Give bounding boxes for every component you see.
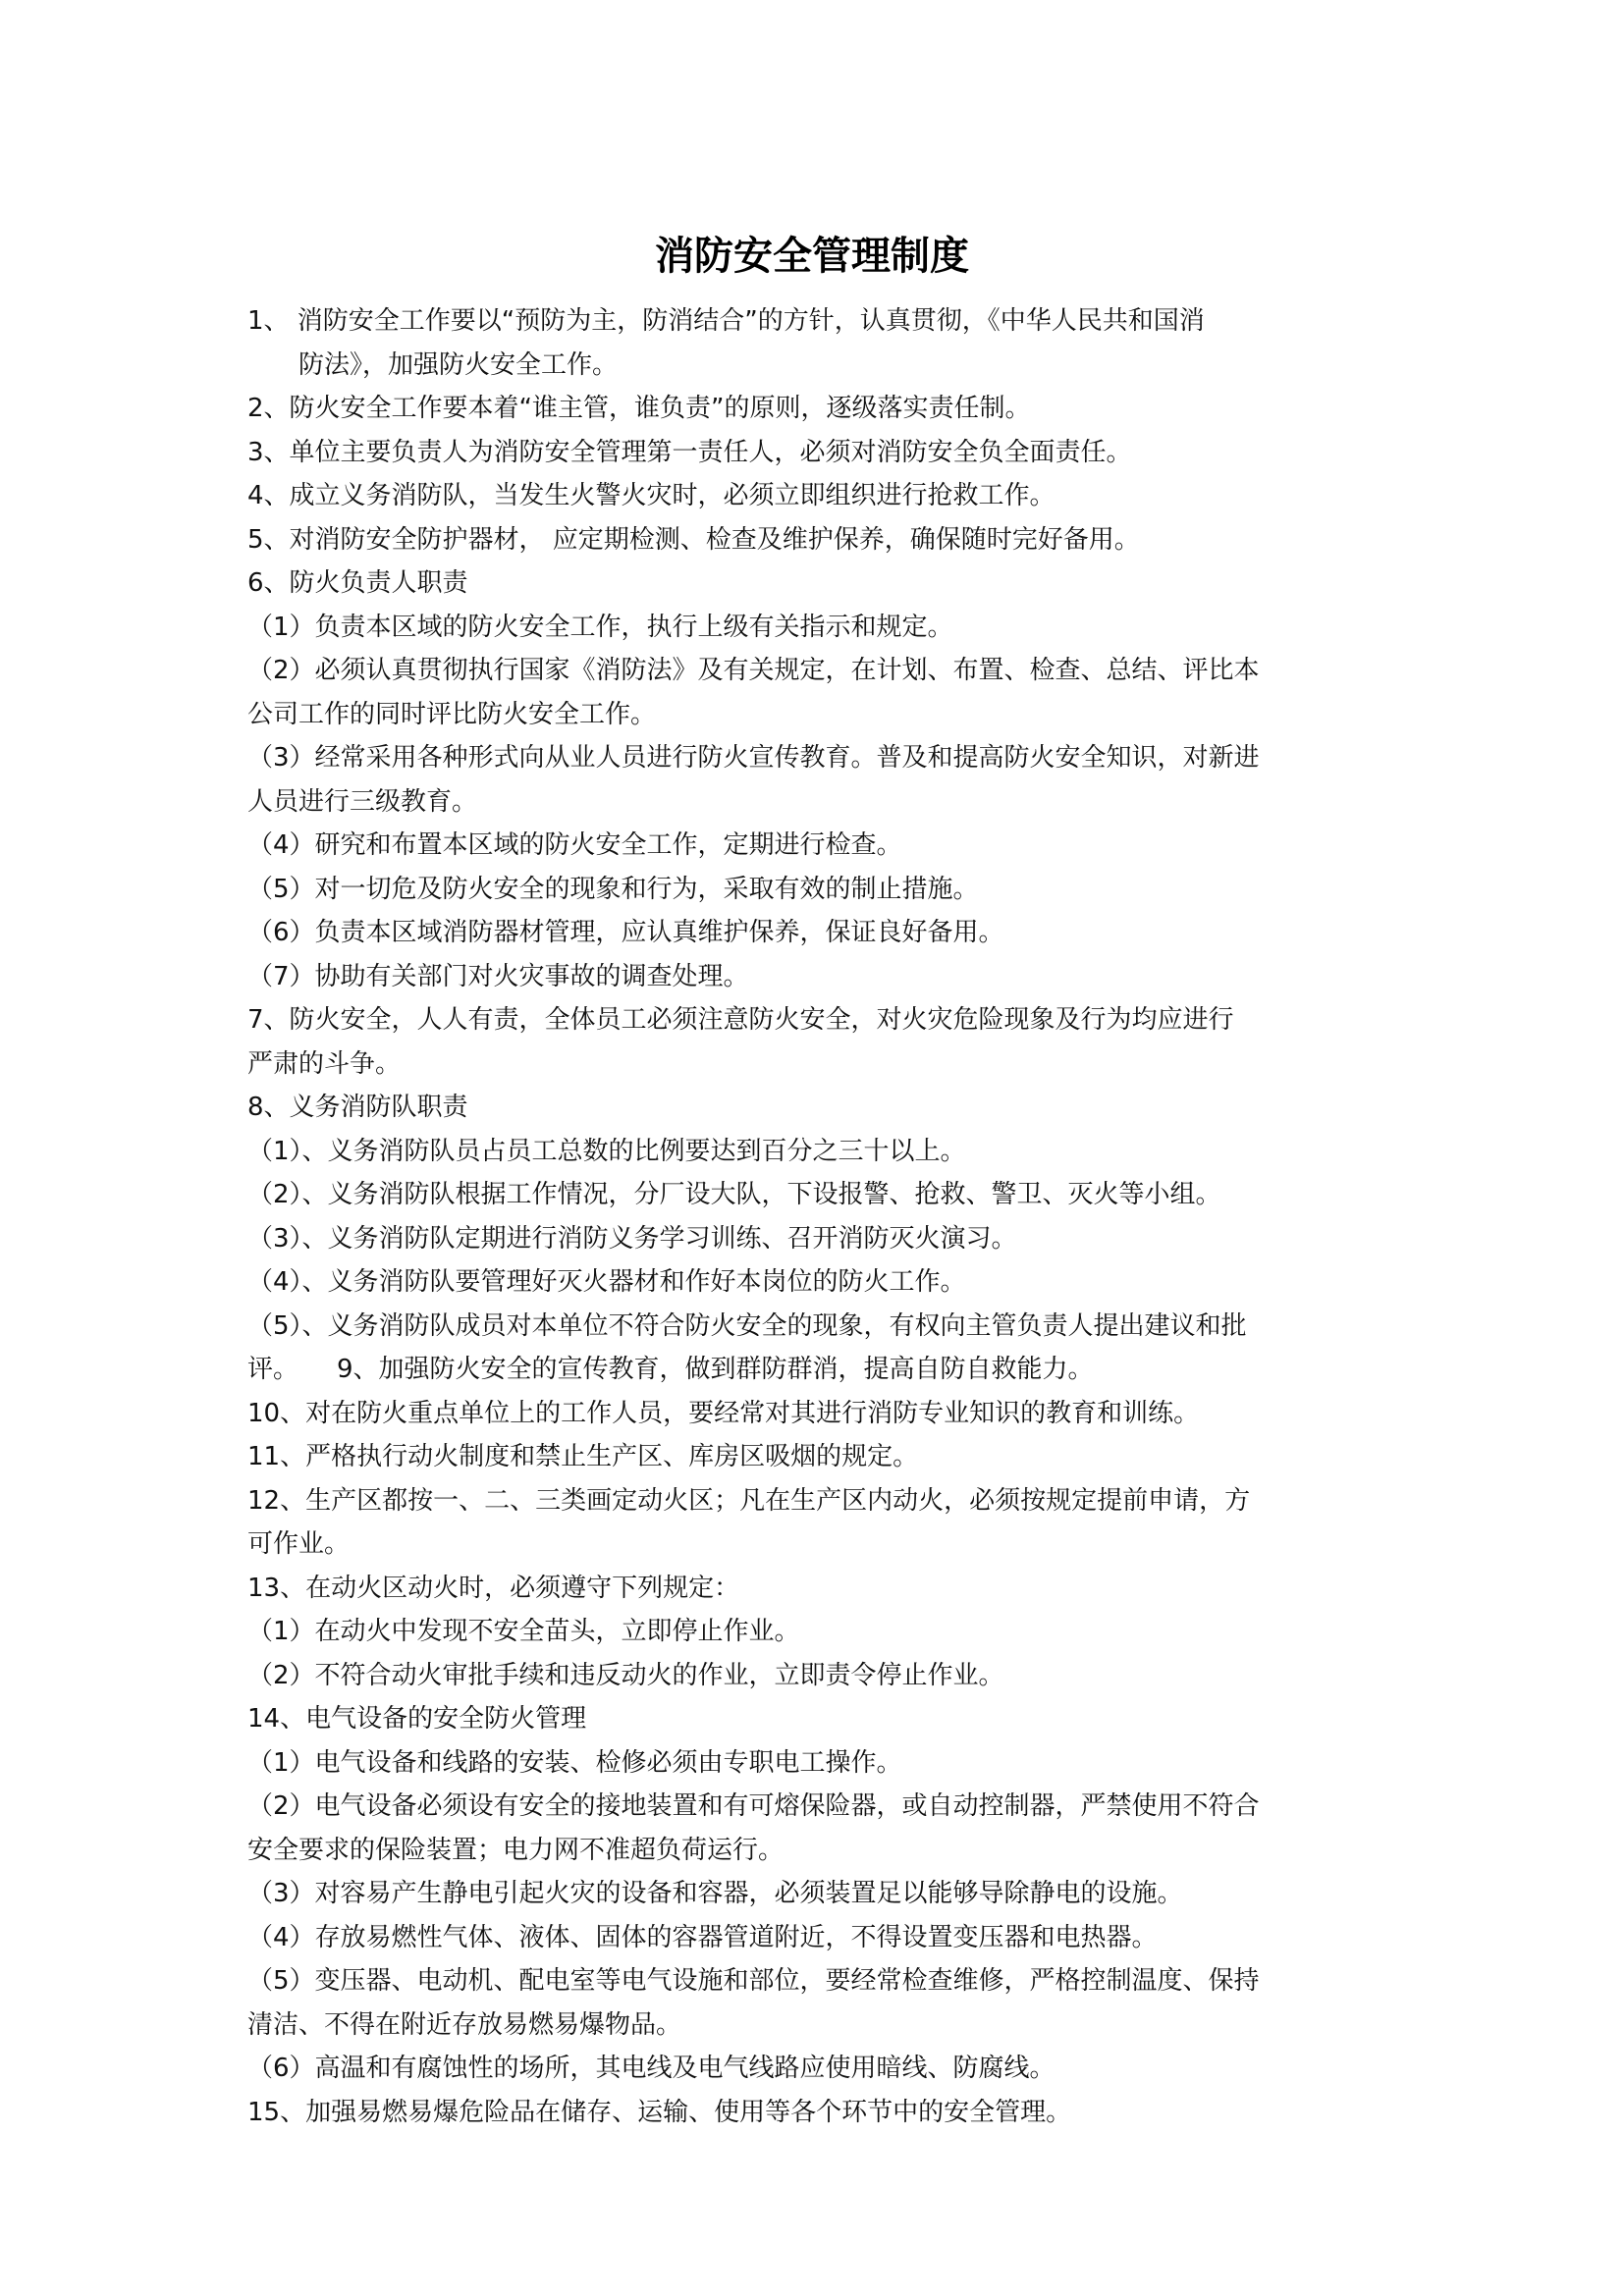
text-line: 6、防火负责人职责 (247, 568, 468, 598)
text-line: 可作业。 (247, 1529, 351, 1559)
text-line: 3、单位主要负责人为消防安全管理第一责任人，必须对消防安全负全面责任。 (247, 437, 1132, 467)
text-line: 11、严格执行动火制度和禁止生产区、库房区吸烟的规定。 (247, 1442, 919, 1471)
text-line: 12、生产区都按一、二、三类画定动火区；凡在生产区内动火，必须按规定提前申请，方 (247, 1485, 1251, 1516)
text-line: 14、电气设备的安全防火管理 (247, 1704, 587, 1734)
text-line: （4）研究和布置本区域的防火安全工作，定期进行检查。 (247, 830, 902, 860)
text-line: （4）存放易燃性气体、液体、固体的容器管道附近，不得设置变压器和电热器。 (247, 1922, 1158, 1952)
text-line: （3）经常采用各种形式向从业人员进行防火宣传教育。普及和提高防火安全知识，对新进 (247, 743, 1260, 773)
text-line: 15、加强易燃易爆危险品在储存、运输、使用等各个环节中的安全管理。 (247, 2097, 1072, 2127)
text-line: （2）不符合动火审批手续和违反动火的作业，立即责令停止作业。 (247, 1660, 1004, 1690)
text-line: 防法》，加强防火安全工作。 (298, 349, 619, 380)
text-line: （6）负责本区域消防器材管理，应认真维护保养，保证良好备用。 (247, 918, 1004, 947)
text-line: （1）电气设备和线路的安装、检修必须由专职电工操作。 (247, 1747, 902, 1778)
text-line: （1）负责本区域的防火安全工作，执行上级有关指示和规定。 (247, 612, 953, 642)
text-line: （1）、义务消防队员占员工总数的比例要达到百分之三十以上。 (247, 1136, 966, 1166)
text-line: 7、防火安全，人人有责，全体员工必须注意防火安全，对火灾危险现象及行为均应进行 (247, 1005, 1234, 1035)
text-line: 5、对消防安全防护器材， 应定期检测、检查及维护保养，确保随时完好备用。 (247, 524, 1140, 555)
text-line: （5）变压器、电动机、配电室等电气设施和部位，要经常检查维修，严格控制温度、保持 (247, 1966, 1260, 1996)
text-line: 清洁、不得在附近存放易燃易爆物品。 (247, 2009, 682, 2040)
text-line: （2）必须认真贯彻执行国家《消防法》及有关规定，在计划、布置、检查、总结、评比本 (247, 656, 1260, 685)
text-line: 评。 9、加强防火安全的宣传教育，做到群防群消，提高自防自救能力。 (247, 1355, 1094, 1384)
document-title: 消防安全管理制度 (655, 234, 969, 279)
text-line: 8、义务消防队职责 (247, 1093, 468, 1122)
text-line: 安全要求的保险装置；电力网不准超负荷运行。 (247, 1835, 785, 1865)
text-line: 人员进行三级教育。 (247, 786, 478, 817)
text-line: 2、防火安全工作要本着“谁主管，谁负责”的原则，逐级落实责任制。 (247, 394, 1031, 423)
text-line: （2）电气设备必须设有安全的接地装置和有可熔保险器，或自动控制器，严禁使用不符合 (247, 1791, 1260, 1821)
text-line: 10、对在防火重点单位上的工作人员，要经常对其进行消防专业知识的教育和训练。 (247, 1398, 1200, 1428)
text-line: （6）高温和有腐蚀性的场所，其电线及电气线路应使用暗线、防腐线。 (247, 2054, 1056, 2083)
text-line: 13、在动火区动火时，必须遵守下列规定： (247, 1573, 740, 1603)
text-line: （5）对一切危及防火安全的现象和行为，采取有效的制止措施。 (247, 874, 979, 904)
text-line: （7）协助有关部门对火灾事故的调查处理。 (247, 961, 749, 991)
text-line: 1、 消防安全工作要以“预防为主，防消结合”的方针，认真贯彻，《中华人民共和国消 (247, 306, 1205, 336)
text-line: 4、成立义务消防队，当发生火警火灾时，必须立即组织进行抢救工作。 (247, 481, 1056, 510)
text-line: 公司工作的同时评比防火安全工作。 (247, 699, 657, 729)
text-line: （3）、义务消防队定期进行消防义务学习训练、召开消防灭火演习。 (247, 1223, 1017, 1254)
text-line: （1）在动火中发现不安全苗头，立即停止作业。 (247, 1617, 800, 1646)
text-line: （2）、义务消防队根据工作情况，分厂设大队，下设报警、抢救、警卫、灭火等小组。 (247, 1180, 1221, 1209)
document-body (247, 299, 1386, 2134)
text-line: 严肃的斗争。 (247, 1048, 402, 1079)
text-line: （3）对容易产生静电引起火灾的设备和容器，必须装置足以能够导除静电的设施。 (247, 1879, 1183, 1908)
text-line: （5）、义务消防队成员对本单位不符合防火安全的现象，有权向主管负责人提出建议和批 (247, 1310, 1247, 1341)
text-line: （4）、义务消防队要管理好灭火器材和作好本岗位的防火工作。 (247, 1267, 966, 1297)
